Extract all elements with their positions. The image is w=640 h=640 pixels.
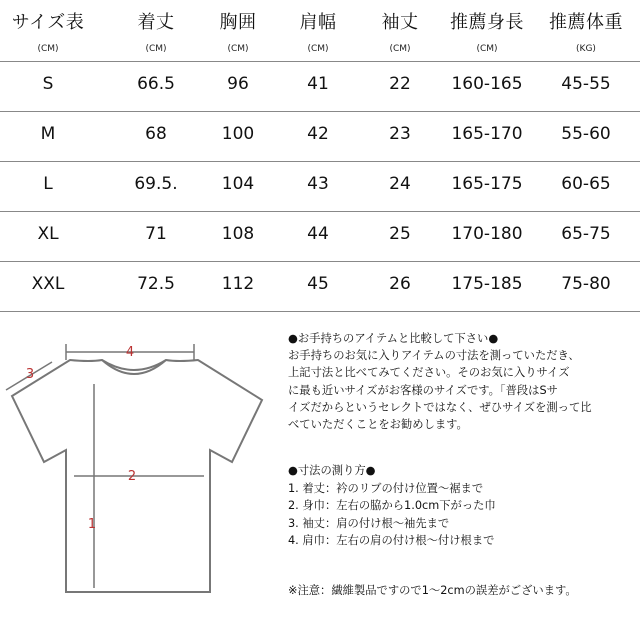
measure-4-label: 4: [125, 345, 135, 360]
table-row: [0, 112, 640, 162]
table-row: [0, 162, 640, 212]
cell-length: 72.5: [137, 274, 175, 294]
measure-2-label: 2: [127, 469, 137, 484]
notes-line: イズだからというセレクトではなく、ぜひサイズを測って比: [288, 400, 592, 414]
header-shoulder: 肩幅: [299, 12, 337, 33]
cell-weight: 55-60: [561, 124, 611, 144]
cell-weight: 65-75: [561, 224, 611, 244]
notes-line: 上記寸法と比べてみてください。そのお気に入りサイズ: [288, 366, 570, 380]
cell-size: XL: [37, 224, 59, 244]
caution-note: ※注意：繊維製品ですので1～2cmの誤差がございます。: [288, 584, 577, 597]
cell-sleeve: 23: [389, 124, 411, 144]
cell-shoulder: 42: [307, 124, 329, 144]
cell-sleeve: 24: [389, 174, 411, 194]
header-size: サイズ表: [11, 12, 85, 33]
howto-item-length: 1. 着丈：衿のリブの付け位置～裾まで: [288, 481, 484, 495]
howto-item-chest: 2. 身巾：左右の脇から1.0cm下がった巾: [288, 499, 496, 513]
size-table: [0, 0, 640, 312]
header-weight: 推薦体重: [549, 12, 623, 33]
cell-shoulder: 43: [307, 174, 329, 194]
cell-size: S: [42, 74, 54, 94]
header-weight-unit: (KG): [576, 44, 596, 54]
header-length-unit: (CM): [145, 44, 167, 54]
table-row: [0, 62, 640, 112]
cell-sleeve: 26: [389, 274, 411, 294]
measure-3-label: 3: [25, 367, 35, 382]
cell-chest: 108: [221, 224, 255, 244]
row-divider: [0, 311, 640, 312]
measure-1-label: 1: [87, 517, 97, 532]
cell-height: 165-175: [451, 174, 523, 194]
howto-title: ●寸法の測り方●: [288, 464, 376, 477]
size-table-header: [0, 0, 640, 62]
header-size-unit: (CM): [37, 44, 59, 54]
cell-weight: 75-80: [561, 274, 611, 294]
cell-size: L: [43, 174, 53, 194]
howto-item-sleeve: 3. 袖丈：肩の付け根～袖先まで: [288, 516, 450, 530]
notes-title: ●お手持ちのアイテムと比較して下さい●: [288, 332, 499, 345]
cell-size: XXL: [31, 274, 65, 294]
cell-chest: 100: [221, 124, 255, 144]
cell-length: 71: [145, 224, 167, 244]
table-row: [0, 212, 640, 262]
cell-weight: 45-55: [561, 74, 611, 94]
header-sleeve-unit: (CM): [389, 44, 411, 54]
tshirt-diagram: [0, 332, 280, 632]
header-chest-unit: (CM): [227, 44, 249, 54]
cell-sleeve: 25: [389, 224, 411, 244]
cell-sleeve: 22: [389, 74, 411, 94]
cell-length: 69.5.: [134, 174, 178, 194]
cell-length: 68: [145, 124, 167, 144]
cell-shoulder: 45: [307, 274, 329, 294]
cell-chest: 104: [221, 174, 255, 194]
notes-line: お手持ちのお気に入りアイテムの寸法を測っていただき、: [288, 349, 580, 363]
cell-height: 170-180: [451, 224, 523, 244]
header-sleeve: 袖丈: [381, 12, 419, 33]
header-length: 着丈: [137, 12, 175, 33]
cell-chest: 112: [221, 274, 255, 294]
howto-item-shoulder: 4. 肩巾：左右の肩の付け根～付け根まで: [288, 534, 495, 548]
cell-weight: 60-65: [561, 174, 611, 194]
cell-height: 160-165: [451, 74, 523, 94]
table-row: [0, 262, 640, 312]
cell-shoulder: 44: [307, 224, 329, 244]
header-height: 推薦身長: [450, 12, 524, 33]
cell-height: 165-170: [451, 124, 523, 144]
cell-shoulder: 41: [307, 74, 329, 94]
comparison-notes: [288, 330, 640, 433]
header-height-unit: (CM): [476, 44, 498, 54]
measurement-guide: [288, 462, 640, 550]
cell-chest: 96: [227, 74, 249, 94]
header-chest: 胸囲: [219, 12, 257, 33]
cell-size: M: [40, 124, 56, 144]
cell-length: 66.5: [137, 74, 175, 94]
notes-line: に最も近いサイズがお客様のサイズです。「普段はSサ: [288, 383, 558, 397]
cell-height: 175-185: [451, 274, 523, 294]
header-shoulder-unit: (CM): [307, 44, 329, 54]
notes-line: べていただくことをお勧めします。: [288, 418, 468, 432]
